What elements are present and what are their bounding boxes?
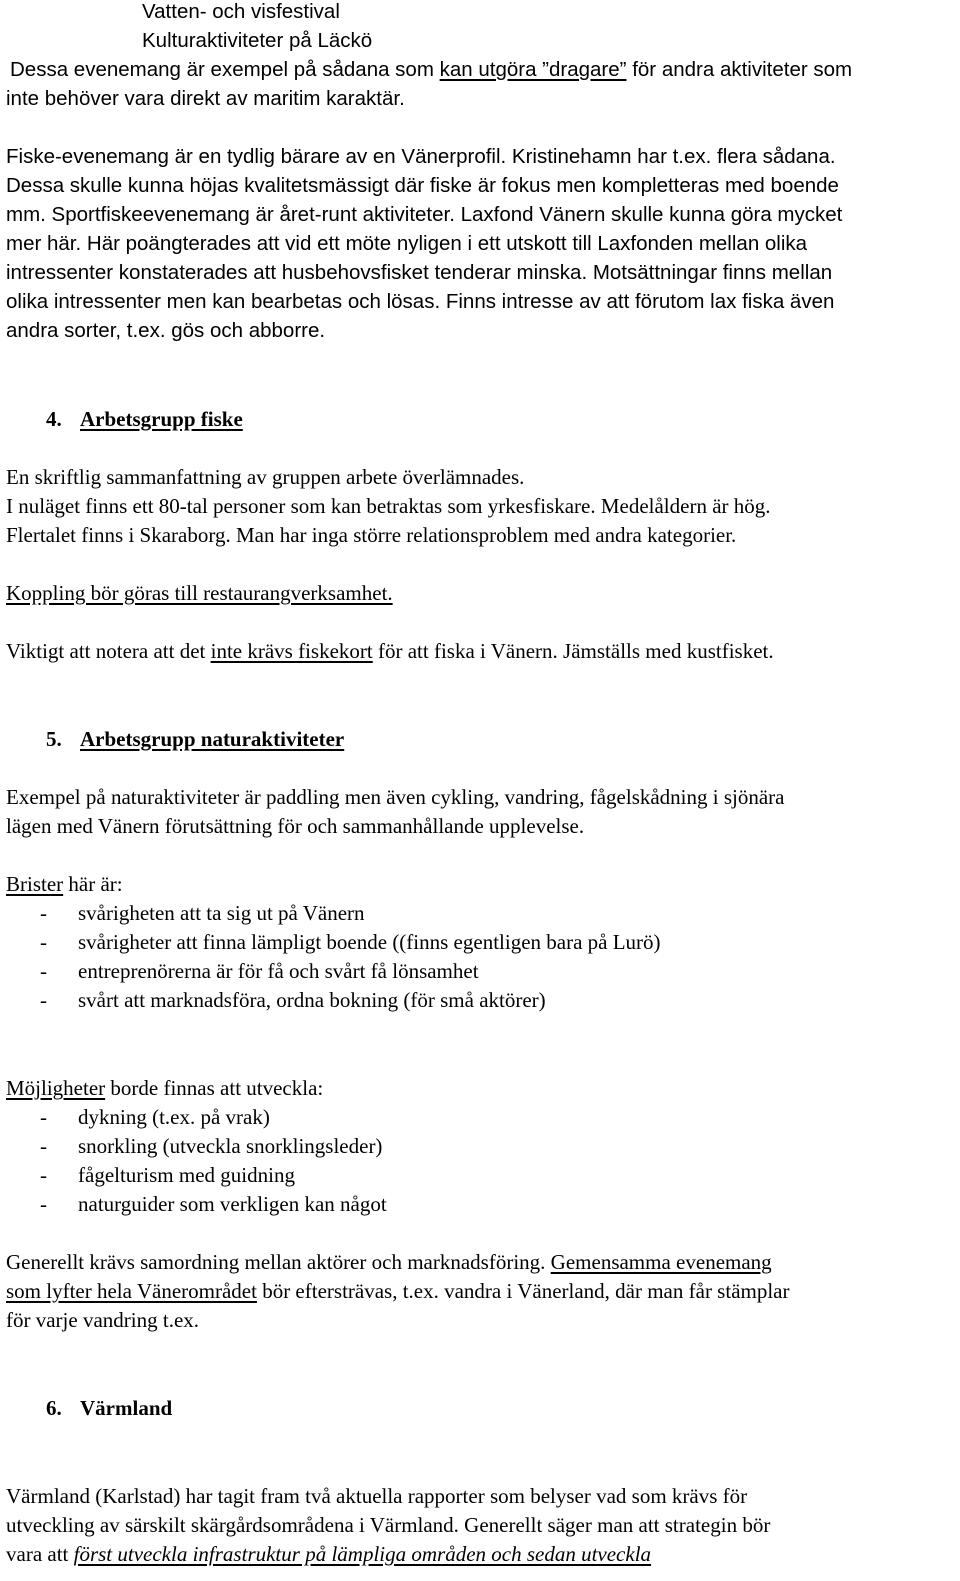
section-title: Arbetsgrupp fiske (80, 407, 243, 431)
list-item: - snorkling (utveckla snorklingsleder) (40, 1134, 383, 1158)
paragraph-line: En skriftlig sammanfattning av gruppen arbete överlämnades. (6, 465, 525, 489)
list-item: - fågelturism med guidning (40, 1163, 295, 1187)
section-heading-6: 6. Värmland (46, 1396, 173, 1420)
underlined-phrase: som lyfter hela Vänerområdet (6, 1279, 257, 1303)
paragraph-line: Dessa evenemang är exempel på sådana som kan utgöra ”dragare” för andra aktiviteter som (10, 58, 853, 81)
list-item: - naturguider som verkligen kan något (40, 1192, 387, 1216)
paragraph-line: olika intressenter men kan bearbetas och lösas. Finns intresse av att förutom lax fiska även (6, 290, 835, 313)
paragraph-line: Värmland (Karlstad) har tagit fram två aktuella rapporter som belyser vad som krävs för (6, 1484, 748, 1508)
underlined-statement: Koppling bör göras till restaurangverksamhet. (6, 581, 393, 605)
event-item-lacko: Kulturaktiviteter på Läckö (142, 29, 373, 52)
paragraph-line: för varje vandring t.ex. (6, 1308, 200, 1332)
paragraph-line: mm. Sportfiskeevenemang är året-runt aktiviteter. Laxfond Vänern skulle kunna göra mycket (6, 203, 843, 226)
section-title: Värmland (80, 1396, 173, 1420)
section-title: Arbetsgrupp naturaktiviteter (80, 727, 345, 751)
paragraph-line: Dessa skulle kunna höjas kvalitetsmässigt där fiske är fokus men kompletteras med boende (6, 174, 839, 197)
underlined-phrase: inte krävs fiskekort (210, 639, 373, 663)
section-heading-5: 5. Arbetsgrupp naturaktiviteter (46, 727, 345, 751)
list-heading-brister: Brister här är: (6, 872, 123, 896)
paragraph-line: Generellt krävs samordning mellan aktörer och marknadsföring. Gemensamma evenemang (6, 1250, 772, 1274)
paragraph-line: Exempel på naturaktiviteter är paddling men även cykling, vandring, fågelskådning i sjönära (6, 785, 785, 809)
list-heading-mojligheter: Möjligheter borde finnas att utveckla: (6, 1076, 324, 1100)
list-item: - svårigheten att ta sig ut på Vänern (40, 901, 365, 925)
paragraph-line: intressenter konstaterades att husbehovsfisket tenderar minska. Motsättningar finns mellan (6, 261, 833, 284)
paragraph-line: Viktigt att notera att det inte krävs fiskekort för att fiska i Vänern. Jämställs med kustfisket. (6, 639, 774, 663)
paragraph-line: utveckling av särskilt skärgårdsområdena i Värmland. Generellt säger man att strategin bör (6, 1513, 771, 1537)
paragraph-line: som lyfter hela Vänerområdet bör eftersträvas, t.ex. vandra i Vänerland, där man får stämplar (6, 1279, 790, 1303)
section-heading-4: 4. Arbetsgrupp fiske (46, 407, 243, 431)
paragraph-line: inte behöver vara direkt av maritim karaktär. (6, 87, 405, 110)
paragraph-line: Fiske-evenemang är en tydlig bärare av en Vänerprofil. Kristinehamn har t.ex. flera sådana. (6, 145, 836, 168)
event-item-vattenfestival: Vatten- och visfestival (142, 0, 340, 23)
list-item: - dykning (t.ex. på vrak) (40, 1105, 270, 1129)
underlined-phrase: kan utgöra ”dragare” (439, 58, 627, 81)
paragraph-line: vara att först utveckla infrastruktur på lämpliga områden och sedan utveckla (6, 1542, 652, 1566)
paragraph-line: I nuläget finns ett 80-tal personer som kan betraktas som yrkesfiskare. Medelåldern är hög. (6, 494, 771, 518)
list-item: - svårt att marknadsföra, ordna bokning (för små aktörer) (40, 988, 546, 1012)
paragraph-line: lägen med Vänern förutsättning för och sammanhållande upplevelse. (6, 814, 585, 838)
paragraph-line: mer här. Här poängterades att vid ett möte nyligen i ett utskott till Laxfonden mellan olika (6, 232, 808, 255)
list-item: - svårigheter att finna lämpligt boende ((finns egentligen bara på Lurö) (40, 930, 661, 954)
list-item: - entreprenörerna är för få och svårt få lönsamhet (40, 959, 479, 983)
underlined-italic-phrase: först utveckla infrastruktur på lämpliga områden och sedan utveckla (73, 1542, 652, 1566)
paragraph-line: andra sorter, t.ex. gös och abborre. (6, 319, 326, 342)
paragraph-line: Flertalet finns i Skaraborg. Man har inga större relationsproblem med andra kategorier. (6, 523, 737, 547)
underlined-phrase: Gemensamma evenemang (550, 1250, 772, 1274)
